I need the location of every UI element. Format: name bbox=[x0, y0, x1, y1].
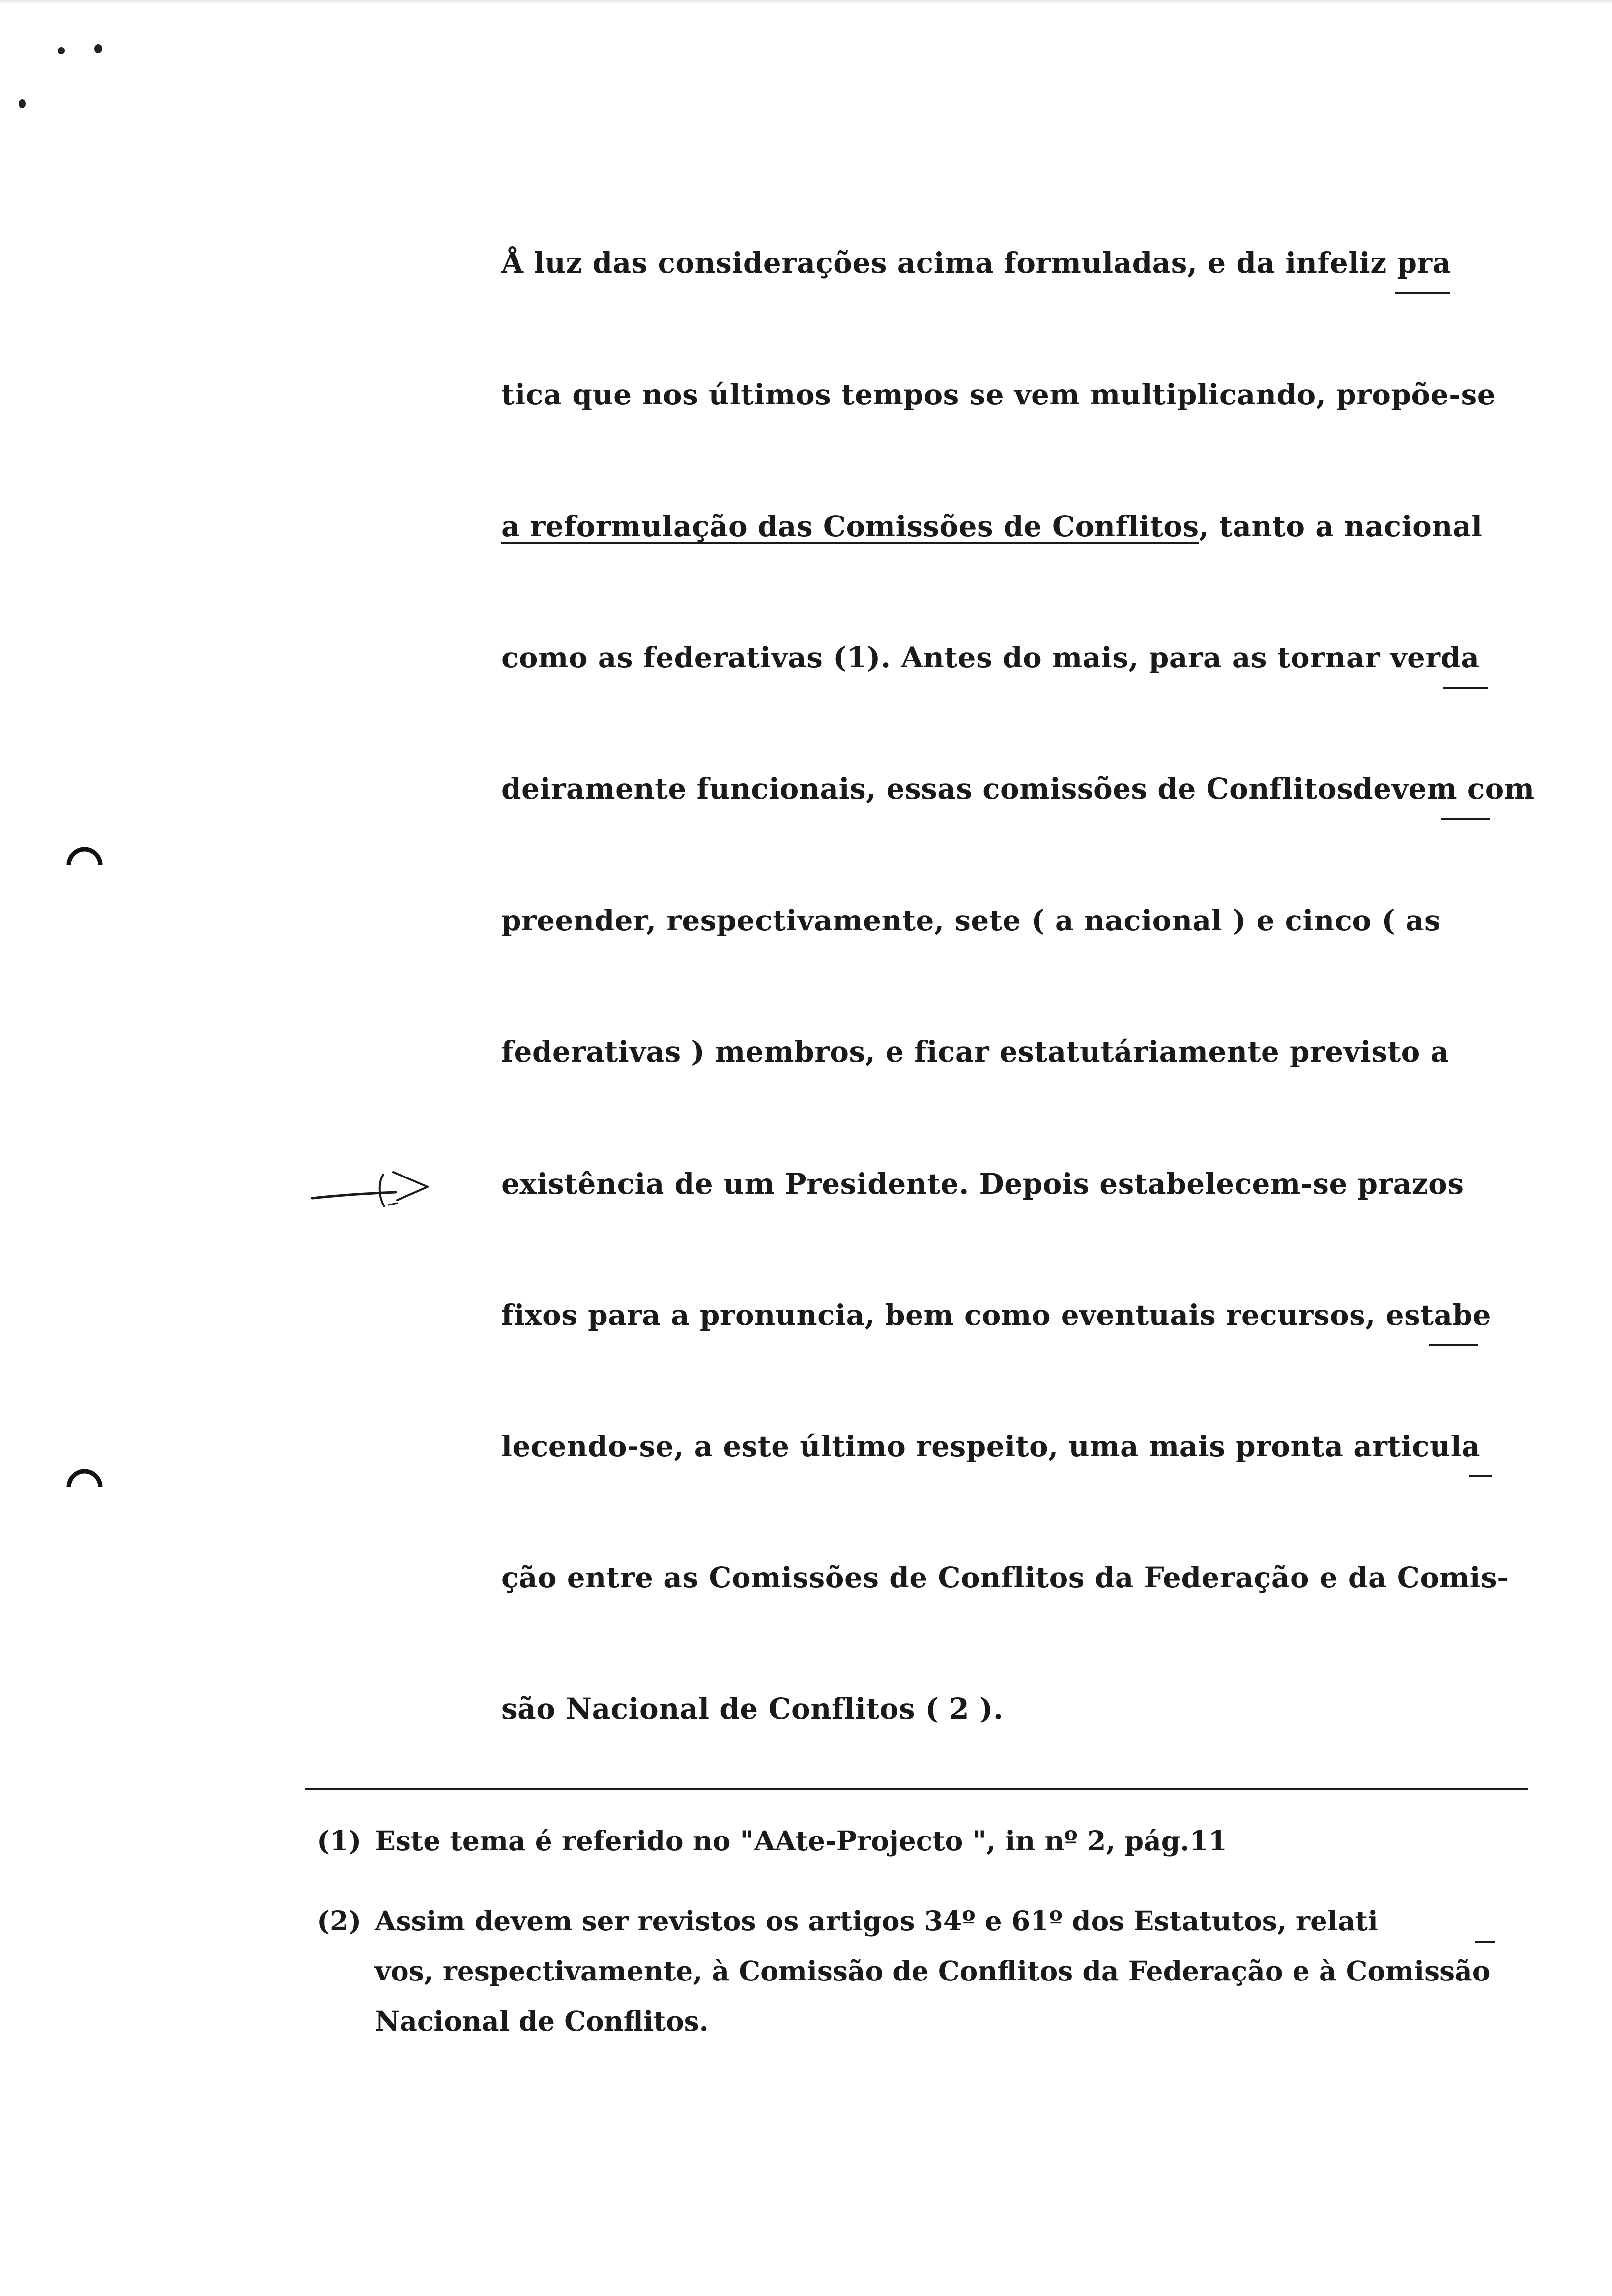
body-line: Å luz das considerações acima formuladas, e da infeliz pra bbox=[501, 246, 1451, 280]
punch-hole-icon bbox=[65, 1458, 104, 1497]
arrow-scribble-icon bbox=[310, 1160, 442, 1214]
hyphenation-underline bbox=[1469, 1475, 1492, 1477]
body-line: deiramente funcionais, essas comissões de Conflitosdevem com bbox=[501, 772, 1535, 805]
footnote-rule bbox=[305, 1788, 1528, 1790]
underlined-phrase: a reformulação das Comissões de Conflitos bbox=[501, 510, 1199, 543]
scan-top-edge bbox=[0, 0, 1612, 4]
body-line: ção entre as Comissões de Conflitos da Federação e da Comis- bbox=[501, 1561, 1509, 1594]
hyphenation-underline bbox=[1429, 1344, 1478, 1346]
footnote-line bbox=[317, 1816, 1227, 1866]
scan-speck bbox=[58, 47, 65, 54]
scan-speck bbox=[19, 99, 26, 108]
footnote-text: vos, respectivamente, à Comissão de Conflitos da Federação e à Comissão bbox=[375, 1955, 1491, 1987]
footnote-text: Este tema é referido no "AAte-Projecto ", in nº 2, pág.11 bbox=[375, 1825, 1227, 1857]
body-line: são Nacional de Conflitos ( 2 ). bbox=[501, 1692, 1004, 1725]
footnote-1 bbox=[317, 1816, 1227, 1866]
hyphenation-underline bbox=[1475, 1941, 1495, 1943]
body-line: federativas ) membros, e ficar estatutáriamente previsto a bbox=[501, 1035, 1449, 1068]
body-line bbox=[501, 509, 1533, 544]
body-line: existência de um Presidente. Depois estabelecem-se prazos bbox=[501, 1167, 1464, 1201]
footnote-line bbox=[317, 1896, 1490, 1946]
hyphenation-underline bbox=[1395, 292, 1450, 294]
body-line: tica que nos últimos tempos se vem multiplicando, propõe-se bbox=[501, 378, 1496, 411]
footnote-text: Nacional de Conflitos. bbox=[375, 2005, 709, 2037]
body-line-tail: , tanto a nacional bbox=[1199, 510, 1483, 543]
footnote-number: (1) bbox=[317, 1825, 362, 1857]
hyphenation-underline bbox=[1443, 687, 1488, 689]
body-line: como as federativas (1). Antes do mais, para as tornar verda bbox=[501, 641, 1480, 674]
footnote-2 bbox=[317, 1896, 1490, 2046]
body-line: preender, respectivamente, sete ( a nacional ) e cinco ( as bbox=[501, 904, 1441, 937]
body-line: fixos para a pronuncia, bem como eventuais recursos, estabe bbox=[501, 1298, 1492, 1332]
hyphenation-underline bbox=[1441, 818, 1490, 820]
footnote-text: Assim devem ser revistos os artigos 34º e 61º dos Estatutos, relati bbox=[375, 1905, 1378, 1937]
footnote-number: (2) bbox=[317, 1905, 362, 1937]
scan-speck bbox=[94, 44, 102, 53]
punch-hole-icon bbox=[65, 835, 104, 875]
body-line: lecendo-se, a este último respeito, uma mais pronta articula bbox=[501, 1430, 1481, 1463]
